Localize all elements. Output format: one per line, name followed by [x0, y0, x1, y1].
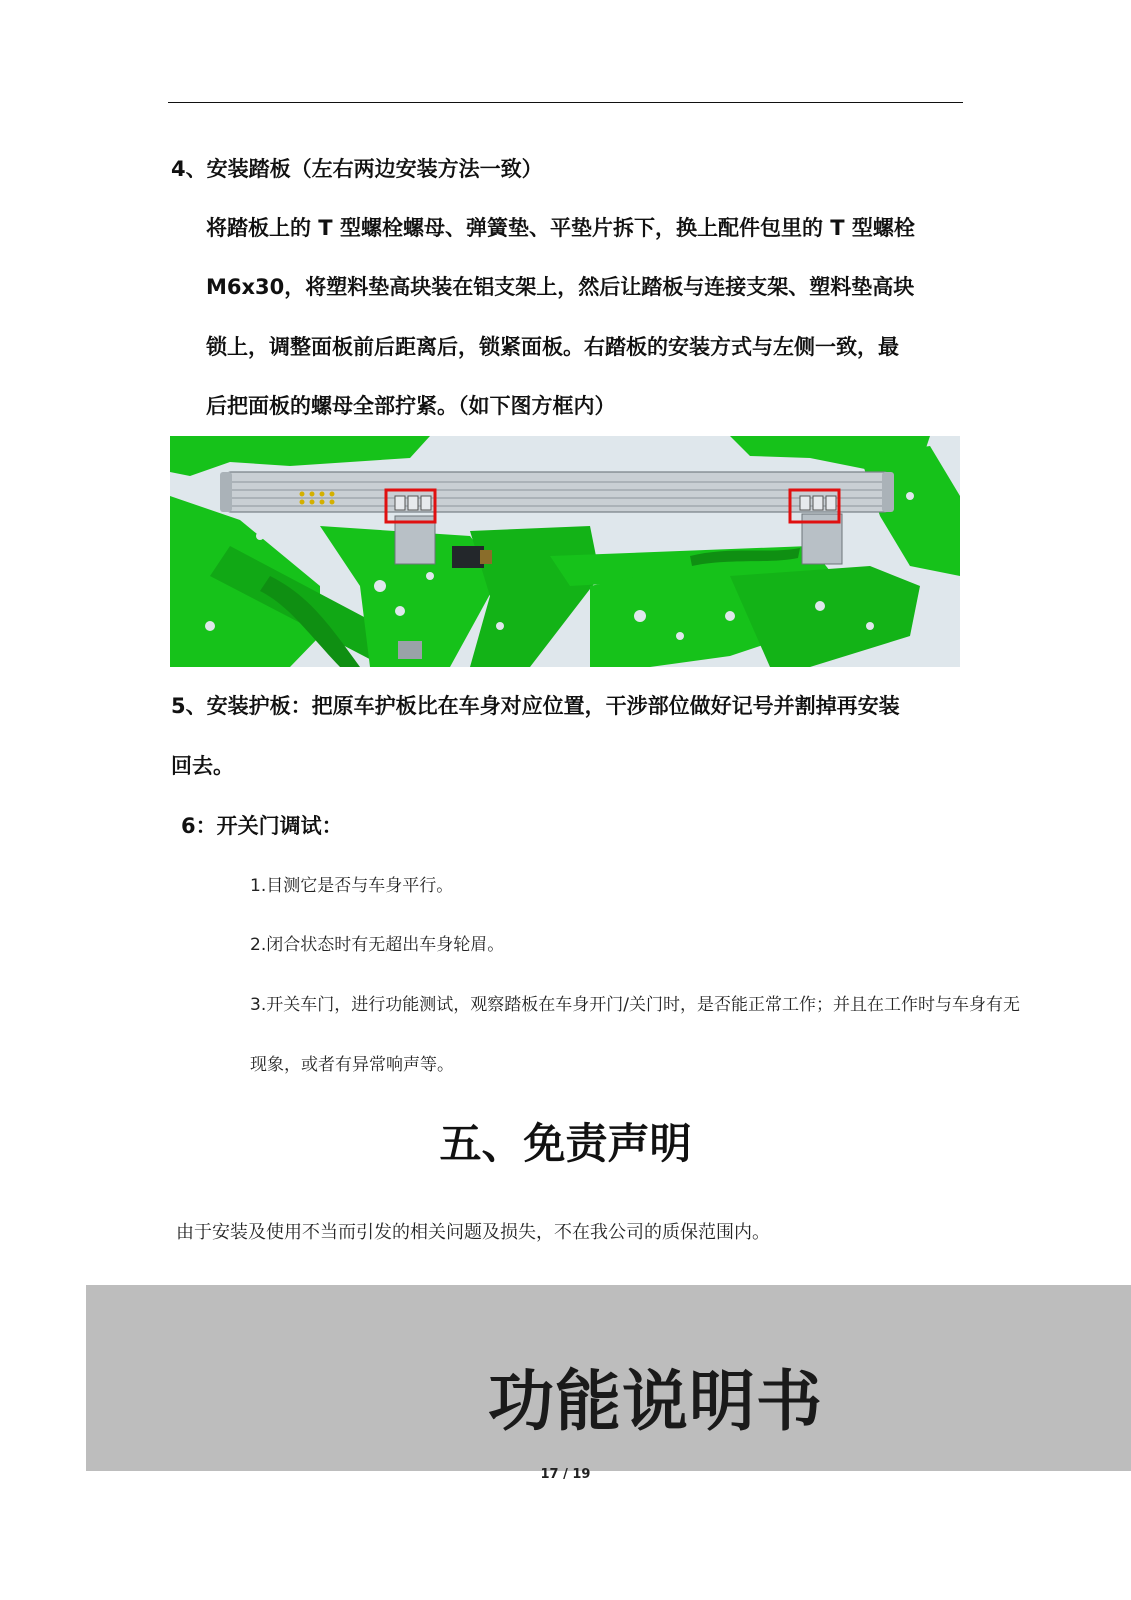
step6-item-3: 3.开关车门，进行功能测试，观察踏板在车身开门/关门时，是否能正常工作；并且在工作时与车身有无 [250, 995, 1020, 1015]
step6-heading: 6：开关门调试： [181, 814, 343, 838]
step4-line-3: 锁上，调整面板前后距离后，锁紧面板。右踏板的安装方式与左侧一致，最 [206, 335, 899, 359]
header-rule [168, 102, 963, 103]
chassis-illustration [170, 436, 960, 667]
disclaimer-section-title: 五、免责声明 [439, 1119, 692, 1168]
disclaimer-text: 由于安装及使用不当而引发的相关问题及损失，不在我公司的质保范围内。 [176, 1222, 770, 1243]
step6-item-2: 2.闭合状态时有无超出车身轮眉。 [250, 935, 505, 955]
step4-line-2: M6x30，将塑料垫高块装在铝支架上，然后让踏板与连接支架、塑料垫高块 [206, 275, 915, 299]
step5-line-1: 5、安装护板：把原车护板比在车身对应位置，干涉部位做好记号并割掉再安装 [171, 694, 900, 718]
step6-item-4: 现象，或者有异常响声等。 [250, 1055, 454, 1075]
step5-line-2: 回去。 [171, 754, 234, 778]
step6-item-1: 1.目测它是否与车身平行。 [250, 876, 454, 896]
step4-line-4: 后把面板的螺母全部拧紧。（如下图方框内） [206, 394, 616, 418]
manual-banner-title: 功能说明书 [488, 1363, 823, 1440]
page-number: 17 / 19 [540, 1467, 591, 1482]
step4-line-1: 将踏板上的 T 型螺栓螺母、弹簧垫、平垫片拆下，换上配件包里的 T 型螺栓 [206, 216, 915, 240]
step4-heading: 4、安装踏板（左右两边安装方法一致） [171, 157, 543, 181]
running-board-installation-figure [170, 436, 960, 667]
